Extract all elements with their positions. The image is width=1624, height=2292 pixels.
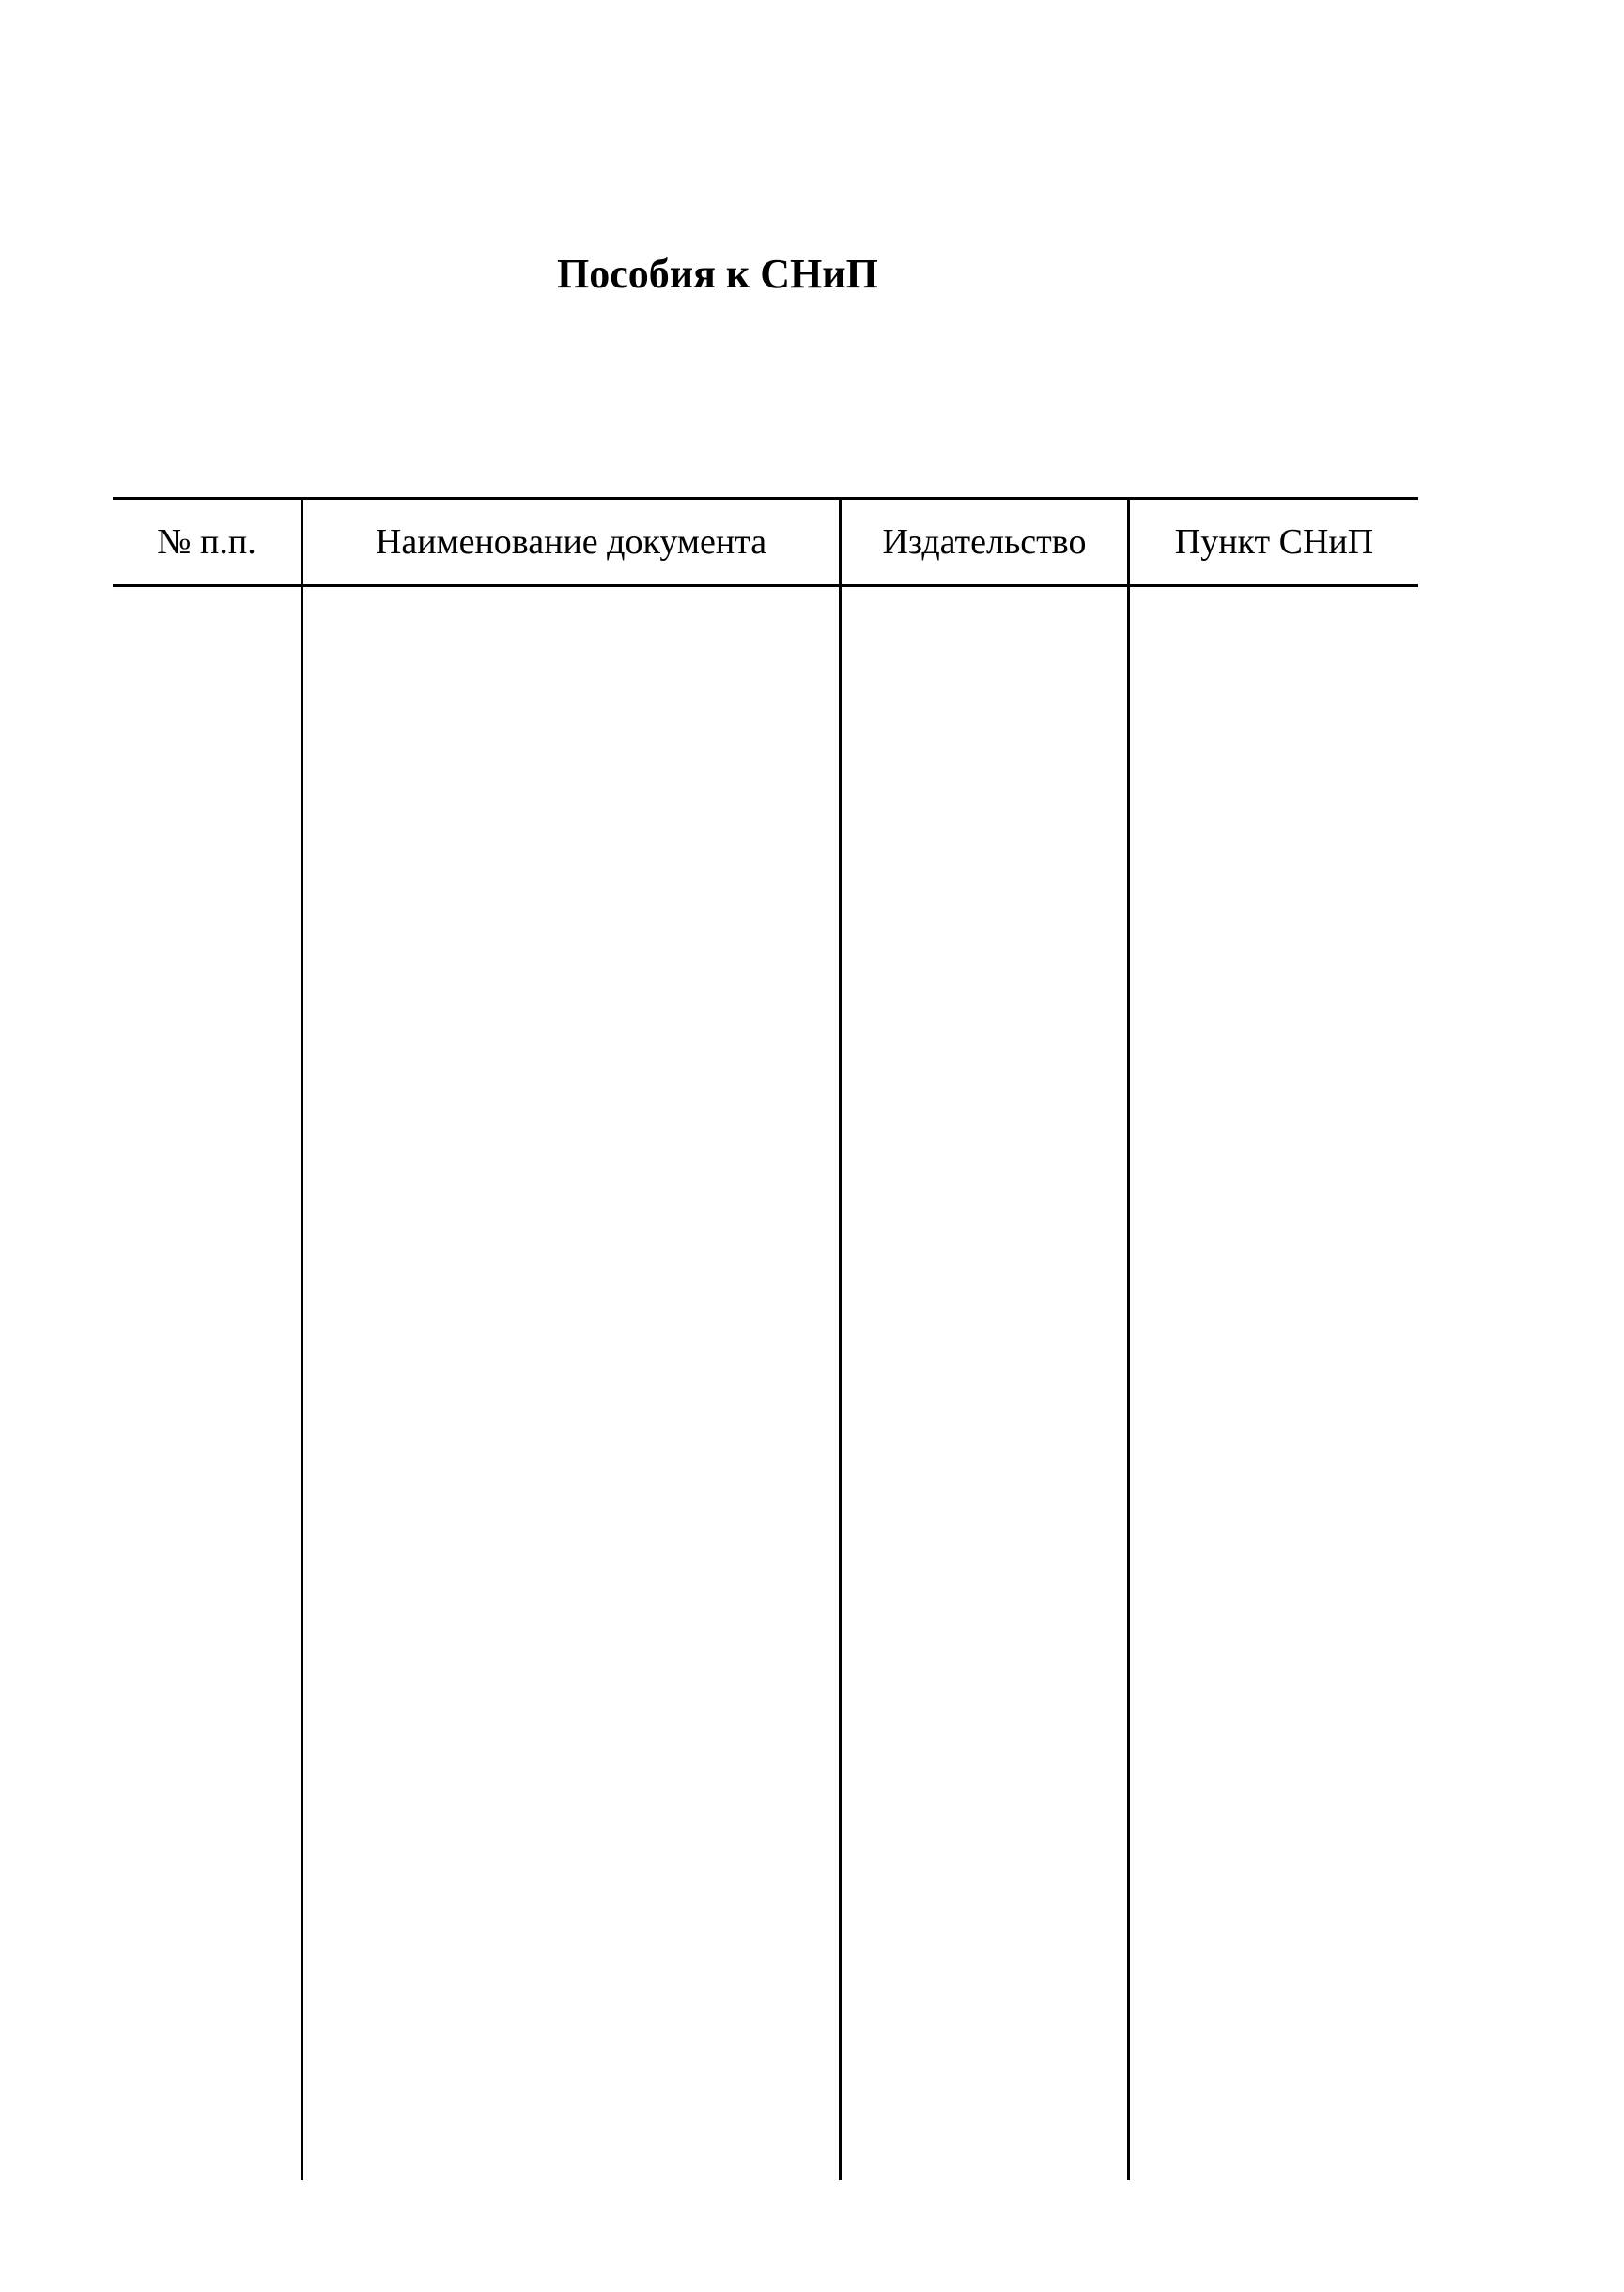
table-body <box>113 587 1418 2180</box>
column-header-publisher: Издательство <box>882 522 1087 562</box>
page-title: Пособия к СНиП <box>557 251 878 297</box>
column-header-snip-clause: Пункт СНиП <box>1174 522 1374 562</box>
column-header-document-name: Наименование документа <box>375 522 767 562</box>
column-header-number: № п.п. <box>157 522 256 562</box>
